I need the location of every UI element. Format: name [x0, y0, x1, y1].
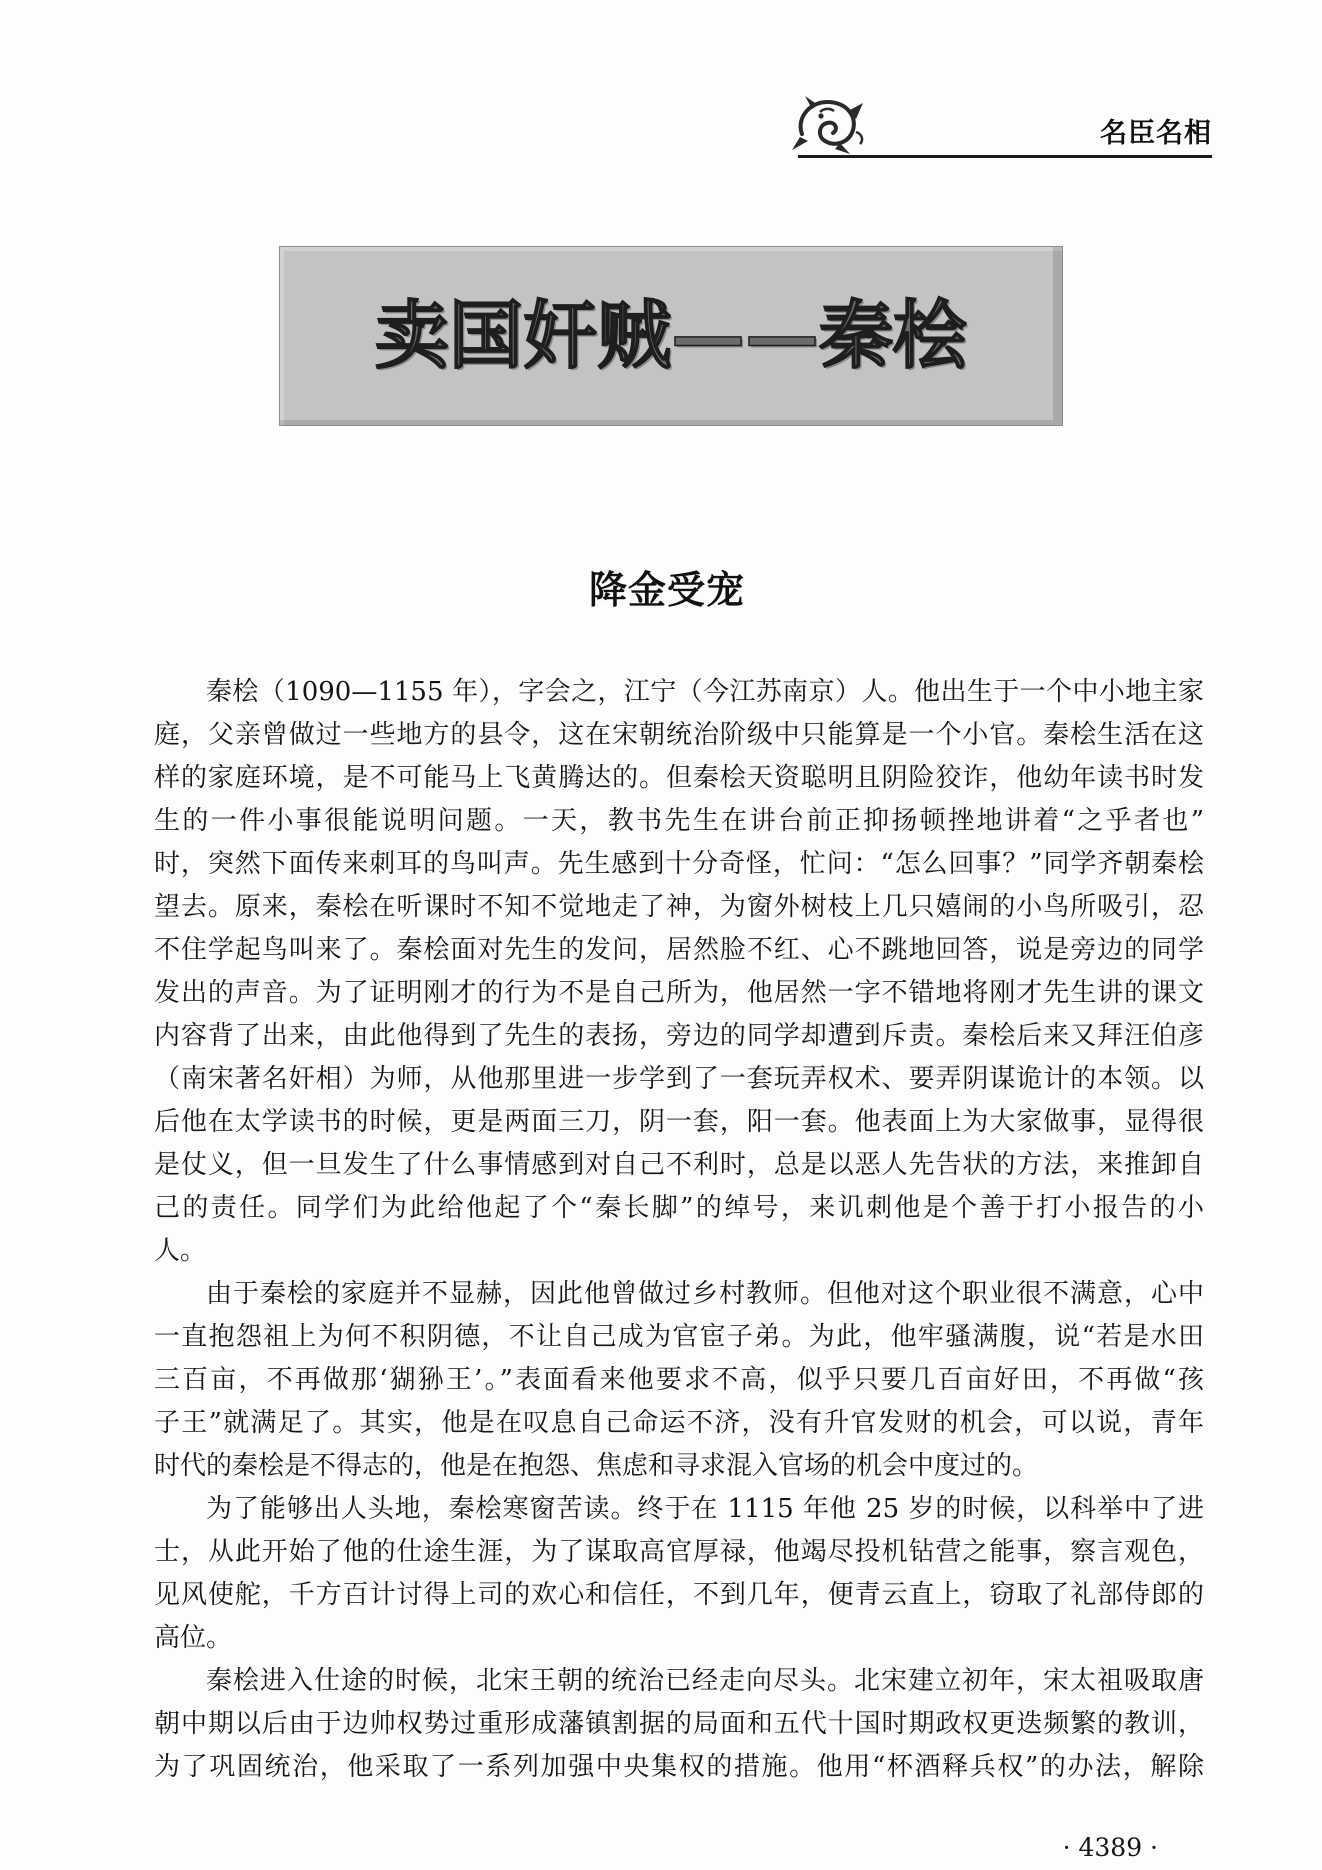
text-line: 为了巩固统治，他采取了一系列加强中央集权的措施。他用“杯酒释兵权”的办法，解除 — [154, 1752, 1204, 1782]
text-line: （南宋著名奸相）为师，从他那里进一步学到了一套玩弄权术、要弄阴谋诡计的本领。以 — [154, 1064, 1204, 1094]
text-line: 三百亩，不再做那‘猢狲王’。”表面看来他要求不高，似乎只要几百亩好田，不再做“孩 — [154, 1365, 1204, 1395]
chapter-title: 卖国奸贼——秦桧 — [375, 293, 967, 379]
running-header-title: 名臣名相 — [1100, 118, 1212, 149]
text-line: 后他在太学读书的时候，更是两面三刀，阴一套，阳一套。他表面上为大家做事，显得很 — [154, 1107, 1204, 1137]
body-text — [154, 671, 1204, 1789]
text-line: 为了能够出人头地，秦桧寒窗苦读。终于在 1115 年他 25 岁的时候，以科举中了进 — [206, 1494, 1204, 1524]
chapter-title-box — [279, 246, 1063, 426]
text-line: 生的一件小事很能说明问题。一天，教书先生在讲台前正抑扬顿挫地讲着“之乎者也” — [154, 806, 1204, 836]
text-line: 一直抱怨祖上为何不积阴德，不让自己成为官宦子弟。为此，他牢骚满腹，说“若是水田 — [154, 1322, 1204, 1352]
section-heading: 降金受宠 — [588, 568, 745, 612]
paragraph — [154, 1488, 1204, 1660]
text-line: 朝中期以后由于边帅权势过重形成藩镇割据的局面和五代十国时期政权更迭频繁的教训， — [154, 1709, 1204, 1739]
text-line: 望去。原来，秦桧在听课时不知不觉地走了神，为窗外树枝上几只嬉闹的小鸟所吸引，忍 — [154, 892, 1204, 922]
dragon-emblem-graphic — [790, 92, 868, 156]
text-line: 秦桧（1090—1155 年），字会之，江宁（今江苏南京）人。他出生于一个中小地主家 — [206, 677, 1204, 707]
text-line: 时，突然下面传来刺耳的鸟叫声。先生感到十分奇怪，忙问：“怎么回事？”同学齐朝秦桧 — [154, 849, 1204, 879]
text-line: 时代的秦桧是不得志的，他是在抱怨、焦虑和寻求混入官场的机会中度过的。 — [154, 1451, 1039, 1481]
text-line: 见风使舵，千方百计讨得上司的欢心和信任，不到几年，便青云直上，窃取了礼部侍郎的 — [154, 1580, 1204, 1610]
text-line: 己的责任。同学们为此给他起了个“秦长脚”的绰号，来讥刺他是个善于打小报告的小 — [154, 1193, 1204, 1223]
text-line: 子王”就满足了。其实，他是在叹息自己命运不济，没有升官发财的机会，可以说，青年 — [154, 1408, 1204, 1438]
text-line: 是仗义，但一旦发生了什么事情感到对自己不利时，总是以恶人先告状的方法，来推卸自 — [154, 1150, 1204, 1180]
text-line: 由于秦桧的家庭并不显赫，因此他曾做过乡村教师。但他对这个职业很不满意，心中 — [206, 1279, 1204, 1309]
dragon-emblem-icon — [790, 92, 868, 156]
header-rule — [798, 155, 1212, 158]
text-line: 样的家庭环境，是不可能马上飞黄腾达的。但秦桧天资聪明且阴险狡诈，他幼年读书时发 — [154, 763, 1204, 793]
page-number: · 4389 · — [1062, 1833, 1158, 1862]
text-line: 不住学起鸟叫来了。秦桧面对先生的发问，居然脸不红、心不跳地回答，说是旁边的同学 — [154, 935, 1204, 965]
text-line: 发出的声音。为了证明刚才的行为不是自己所为，他居然一字不错地将刚才先生讲的课文 — [154, 978, 1204, 1008]
text-line: 高位。 — [154, 1623, 233, 1653]
paragraph — [154, 1660, 1204, 1789]
paragraph — [154, 671, 1204, 1273]
paragraph — [154, 1273, 1204, 1488]
text-line: 人。 — [154, 1236, 207, 1266]
text-line: 士，从此开始了他的仕途生涯，为了谋取高官厚禄，他竭尽投机钻营之能事，察言观色， — [154, 1537, 1204, 1567]
text-line: 秦桧进入仕途的时候，北宋王朝的统治已经走向尽头。北宋建立初年，宋太祖吸取唐 — [206, 1666, 1204, 1696]
text-line: 庭，父亲曾做过一些地方的县令，这在宋朝统治阶级中只能算是一个小官。秦桧生活在这 — [154, 720, 1204, 750]
text-line: 内容背了出来，由此他得到了先生的表扬，旁边的同学却遭到斥责。秦桧后来又拜汪伯彦 — [154, 1021, 1204, 1051]
